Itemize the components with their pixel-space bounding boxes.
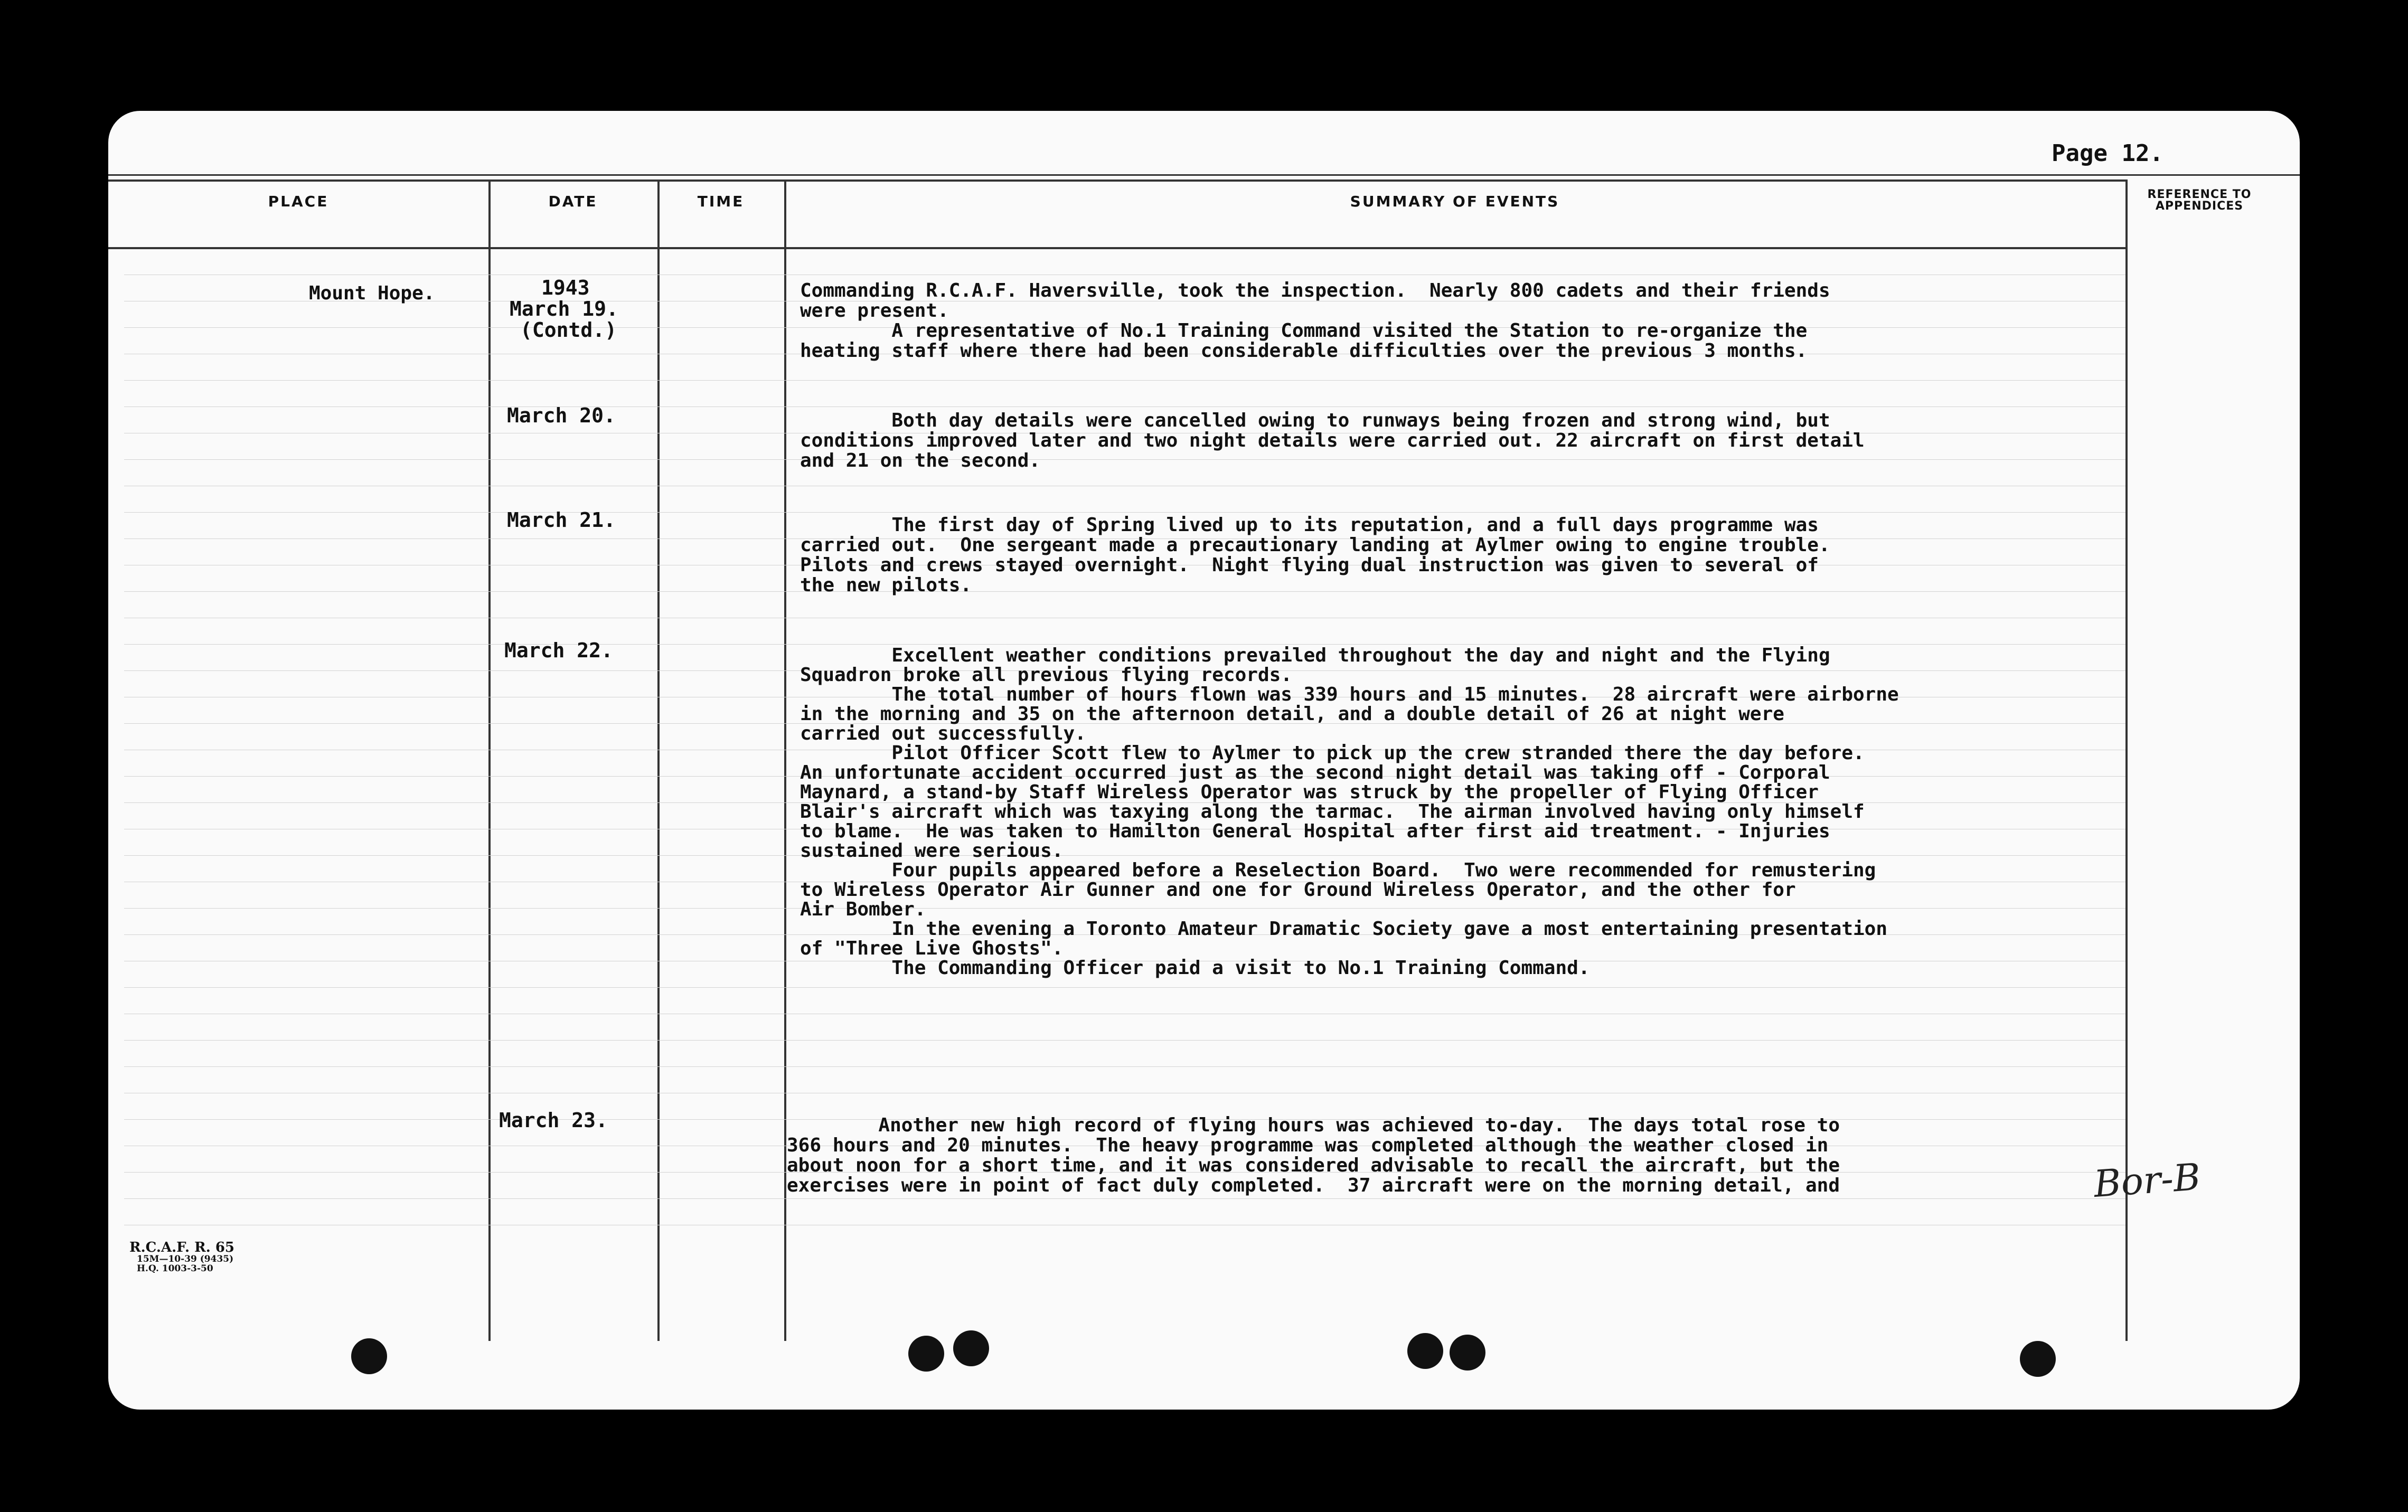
entry-march-20: Both day details were cancelled owing to runways being frozen and strong wind, but conditions improved later and two night details were carried out. 22 aircraft on first detail and 21 on the second. [800, 410, 1865, 471]
header-time: TIME [697, 193, 745, 210]
date-march-19: 1943 March 19. (Contd.) [510, 276, 618, 342]
date-march-23: March 23. [499, 1109, 608, 1132]
header-rule [108, 247, 2125, 249]
entry-march-21: The first day of Spring lived up to its reputation, and a full days programme was carried out. One sergeant made a precautionary landing at Aylmer owing to engine trouble. Pilots and crews stayed overnight. Night flying dual instruction was given to several of the new pilots. [800, 514, 1830, 596]
binder-hole [351, 1338, 387, 1374]
page-number: Page 12. [2052, 140, 2164, 167]
binder-hole [1450, 1335, 1485, 1371]
header-summary: SUMMARY OF EVENTS [1350, 193, 1560, 210]
header-place: PLACE [268, 193, 329, 210]
top-rule-inner [108, 179, 2125, 182]
date-march-21: March 21. [507, 508, 616, 532]
binder-hole [908, 1336, 944, 1372]
date-march-20: March 20. [507, 404, 616, 427]
handwritten-annotation: Bor-B [2092, 1155, 2202, 1206]
binder-hole [953, 1330, 989, 1366]
diary-card [108, 111, 2300, 1410]
top-rule [108, 174, 2300, 176]
date-march-22: March 22. [504, 639, 613, 662]
binder-hole [1407, 1333, 1443, 1369]
place-value: Mount Hope. [309, 282, 435, 304]
binder-hole [2020, 1341, 2056, 1377]
header-date: DATE [548, 193, 598, 210]
header-reference: REFERENCE TO APPENDICES [2147, 188, 2252, 213]
entry-march-23: Another new high record of flying hours was achieved to-day. The days total rose to 366 hours and 20 minutes. The heavy programme was completed although the weather closed in about noon for a short time, and it was considered advisable to recall the aircraft, but the exercises were in point of fact duly completed. 37 aircraft were on the morning detail, and [787, 1114, 1840, 1196]
entry-march-19: Commanding R.C.A.F. Haversville, took the inspection. Nearly 800 cadets and their friends were present. A representative of No.1 Training Command visited the Station to re-organize the heating staff where there had been considerable difficulties over the previous 3 months. [800, 280, 1830, 362]
form-identifier: R.C.A.F. R. 65 15M—10-39 (9435) H.Q. 1003-3-50 [129, 1240, 235, 1274]
entry-march-22: Excellent weather conditions prevailed throughout the day and night and the Flying Squadron broke all previous flying records. The total number of hours flown was 339 hours and 15 minutes. 28 aircraft were airborne in the morning and 35 on the afternoon detail, and a double detail of 26 at night were carried out successfully. Pilot Officer Scott flew to Aylmer to pick up the crew stranded there the day before. An unfortunate accident occurred just as the second night detail was taking off - Corporal Maynard, a stand-by Staff Wireless Operator was struck by the propeller of Flying Officer Blair's aircraft which was taxying along the tarmac. The airman involved having only himself to blame. He was taken to Hamilton General Hospital after first aid treatment. - Injuries sustained were serious. Four pupils appeared before a Reselection Board. Two were recommended for remustering to Wireless Operator Air Gunner and one for Ground Wireless Operator, and the other for Air Bomber. In the evening a Toronto Amateur Dramatic Society gave a most entertaining presentation of "Three Live Ghosts". The Commanding Officer paid a visit to No.1 Training Command. [800, 645, 1899, 979]
